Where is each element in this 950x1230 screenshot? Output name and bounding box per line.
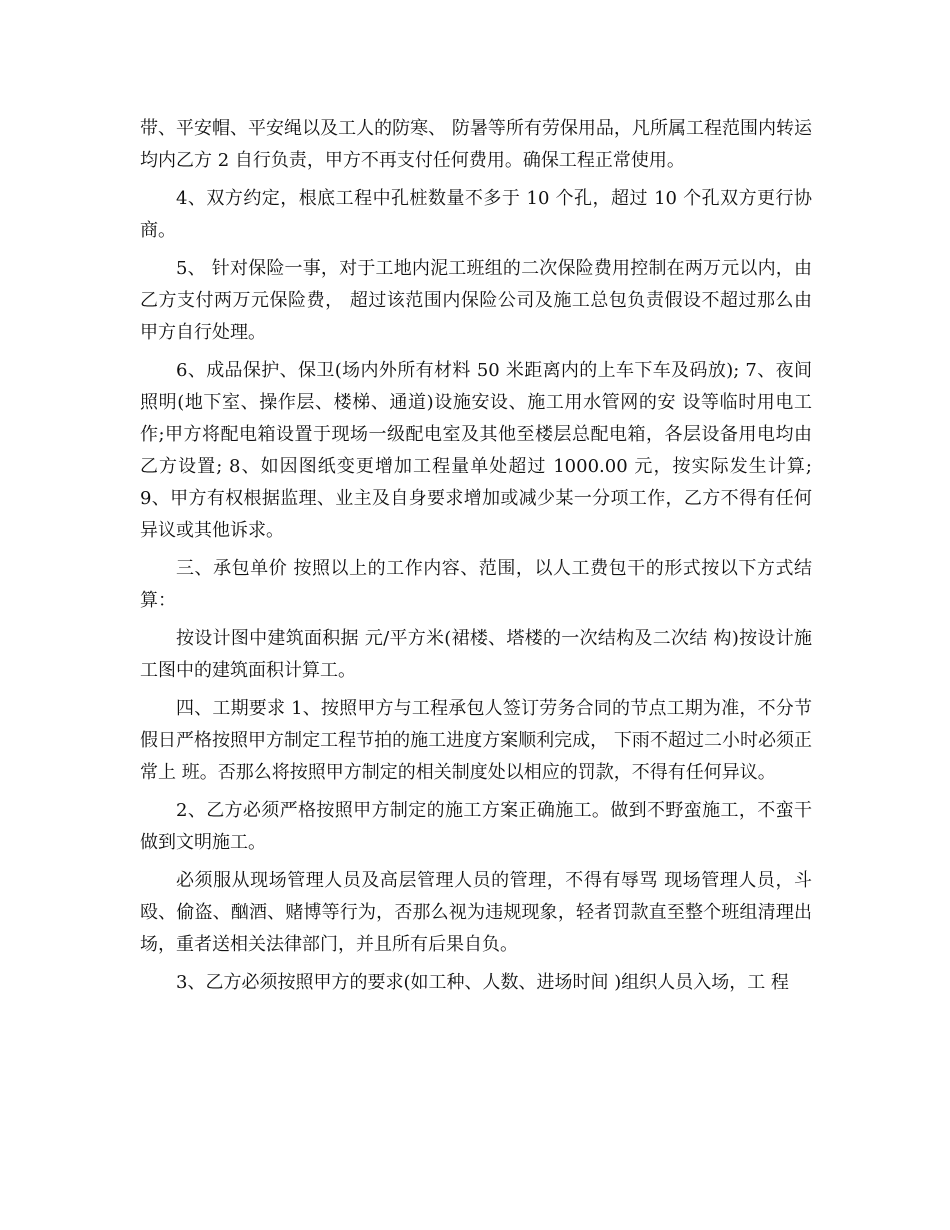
paragraph-2: 4、双方约定，根底工程中孔桩数量不多于 10 个孔，超过 10 个孔双方更行协商。 (140, 188, 812, 241)
paragraph-5: 三、承包单价 按照以上的工作内容、范围，以人工费包干的形式按以下方式结算： (140, 558, 812, 611)
paragraph-9: 必须服从现场管理人员及高层管理人员的管理，不得有辱骂 现场管理人员，斗殴、偷盗、酗酒、赌博等行为，否那么视为违规现象，轻者罚款直至整个班组清理出场，重者送相关法律部门，并且所有后果自负。 (140, 870, 812, 955)
document-page (140, 113, 812, 1005)
paragraph-6: 按设计图中建筑面积据 元/平方米(裙楼、塔楼的一次结构及二次结 构)按设计施工图中的建筑面积计算工。 (140, 628, 812, 681)
paragraph-10: 3、乙方必须按照甲方的要求(如工种、人数、进场时间 )组织人员入场，工 程 (176, 972, 789, 993)
paragraph-3: 5、 针对保险一事，对于工地内泥工班组的二次保险费用控制在两万元以内，由乙方支付两万元保险费， 超过该范围内保险公司及施工总包负责假设不超过那么由 甲方自行处理。 (140, 258, 812, 343)
paragraph-8: 2、乙方必须严格按照甲方制定的施工方案正确施工。做到不野蛮施工，不蛮干做到文明施工。 (140, 800, 812, 853)
paragraph-1: 带、平安帽、平安绳以及工人的防寒、 防暑等所有劳保用品，凡所属工程范围内转运均内乙方 2 自行负责，甲方不再支付任何费用。确保工程正常使用。 (140, 118, 812, 171)
paragraph-7: 四、工期要求 1、按照甲方与工程承包人签订劳务合同的节点工期为准，不分节假日严格按照甲方制定工程节拍的施工进度方案顺利完成， 下雨不超过二小时必须正常上 班。否那么将按照甲方制定的相关制度处以相应的罚款，不得有任何异议。 (140, 698, 812, 783)
paragraph-4: 6、成品保护、保卫(场内外所有材料 50 米距离内的上车下车及码放); 7、夜间照明(地下室、操作层、楼梯、通道)设施安设、施工用水管网的安 设等临时用电工作;甲方将配电箱设置于现场一级配电室及其他至楼层总配电箱，各层设备用电均由乙方设置; 8、如因图纸变更增加工程量单处超过 1000.00 元，按实际发生计算; 9、甲方有权根据监理、业主及自身要求增加或减少某一分项工作，乙方不得有任何异议或其他诉求。 (140, 360, 812, 541)
